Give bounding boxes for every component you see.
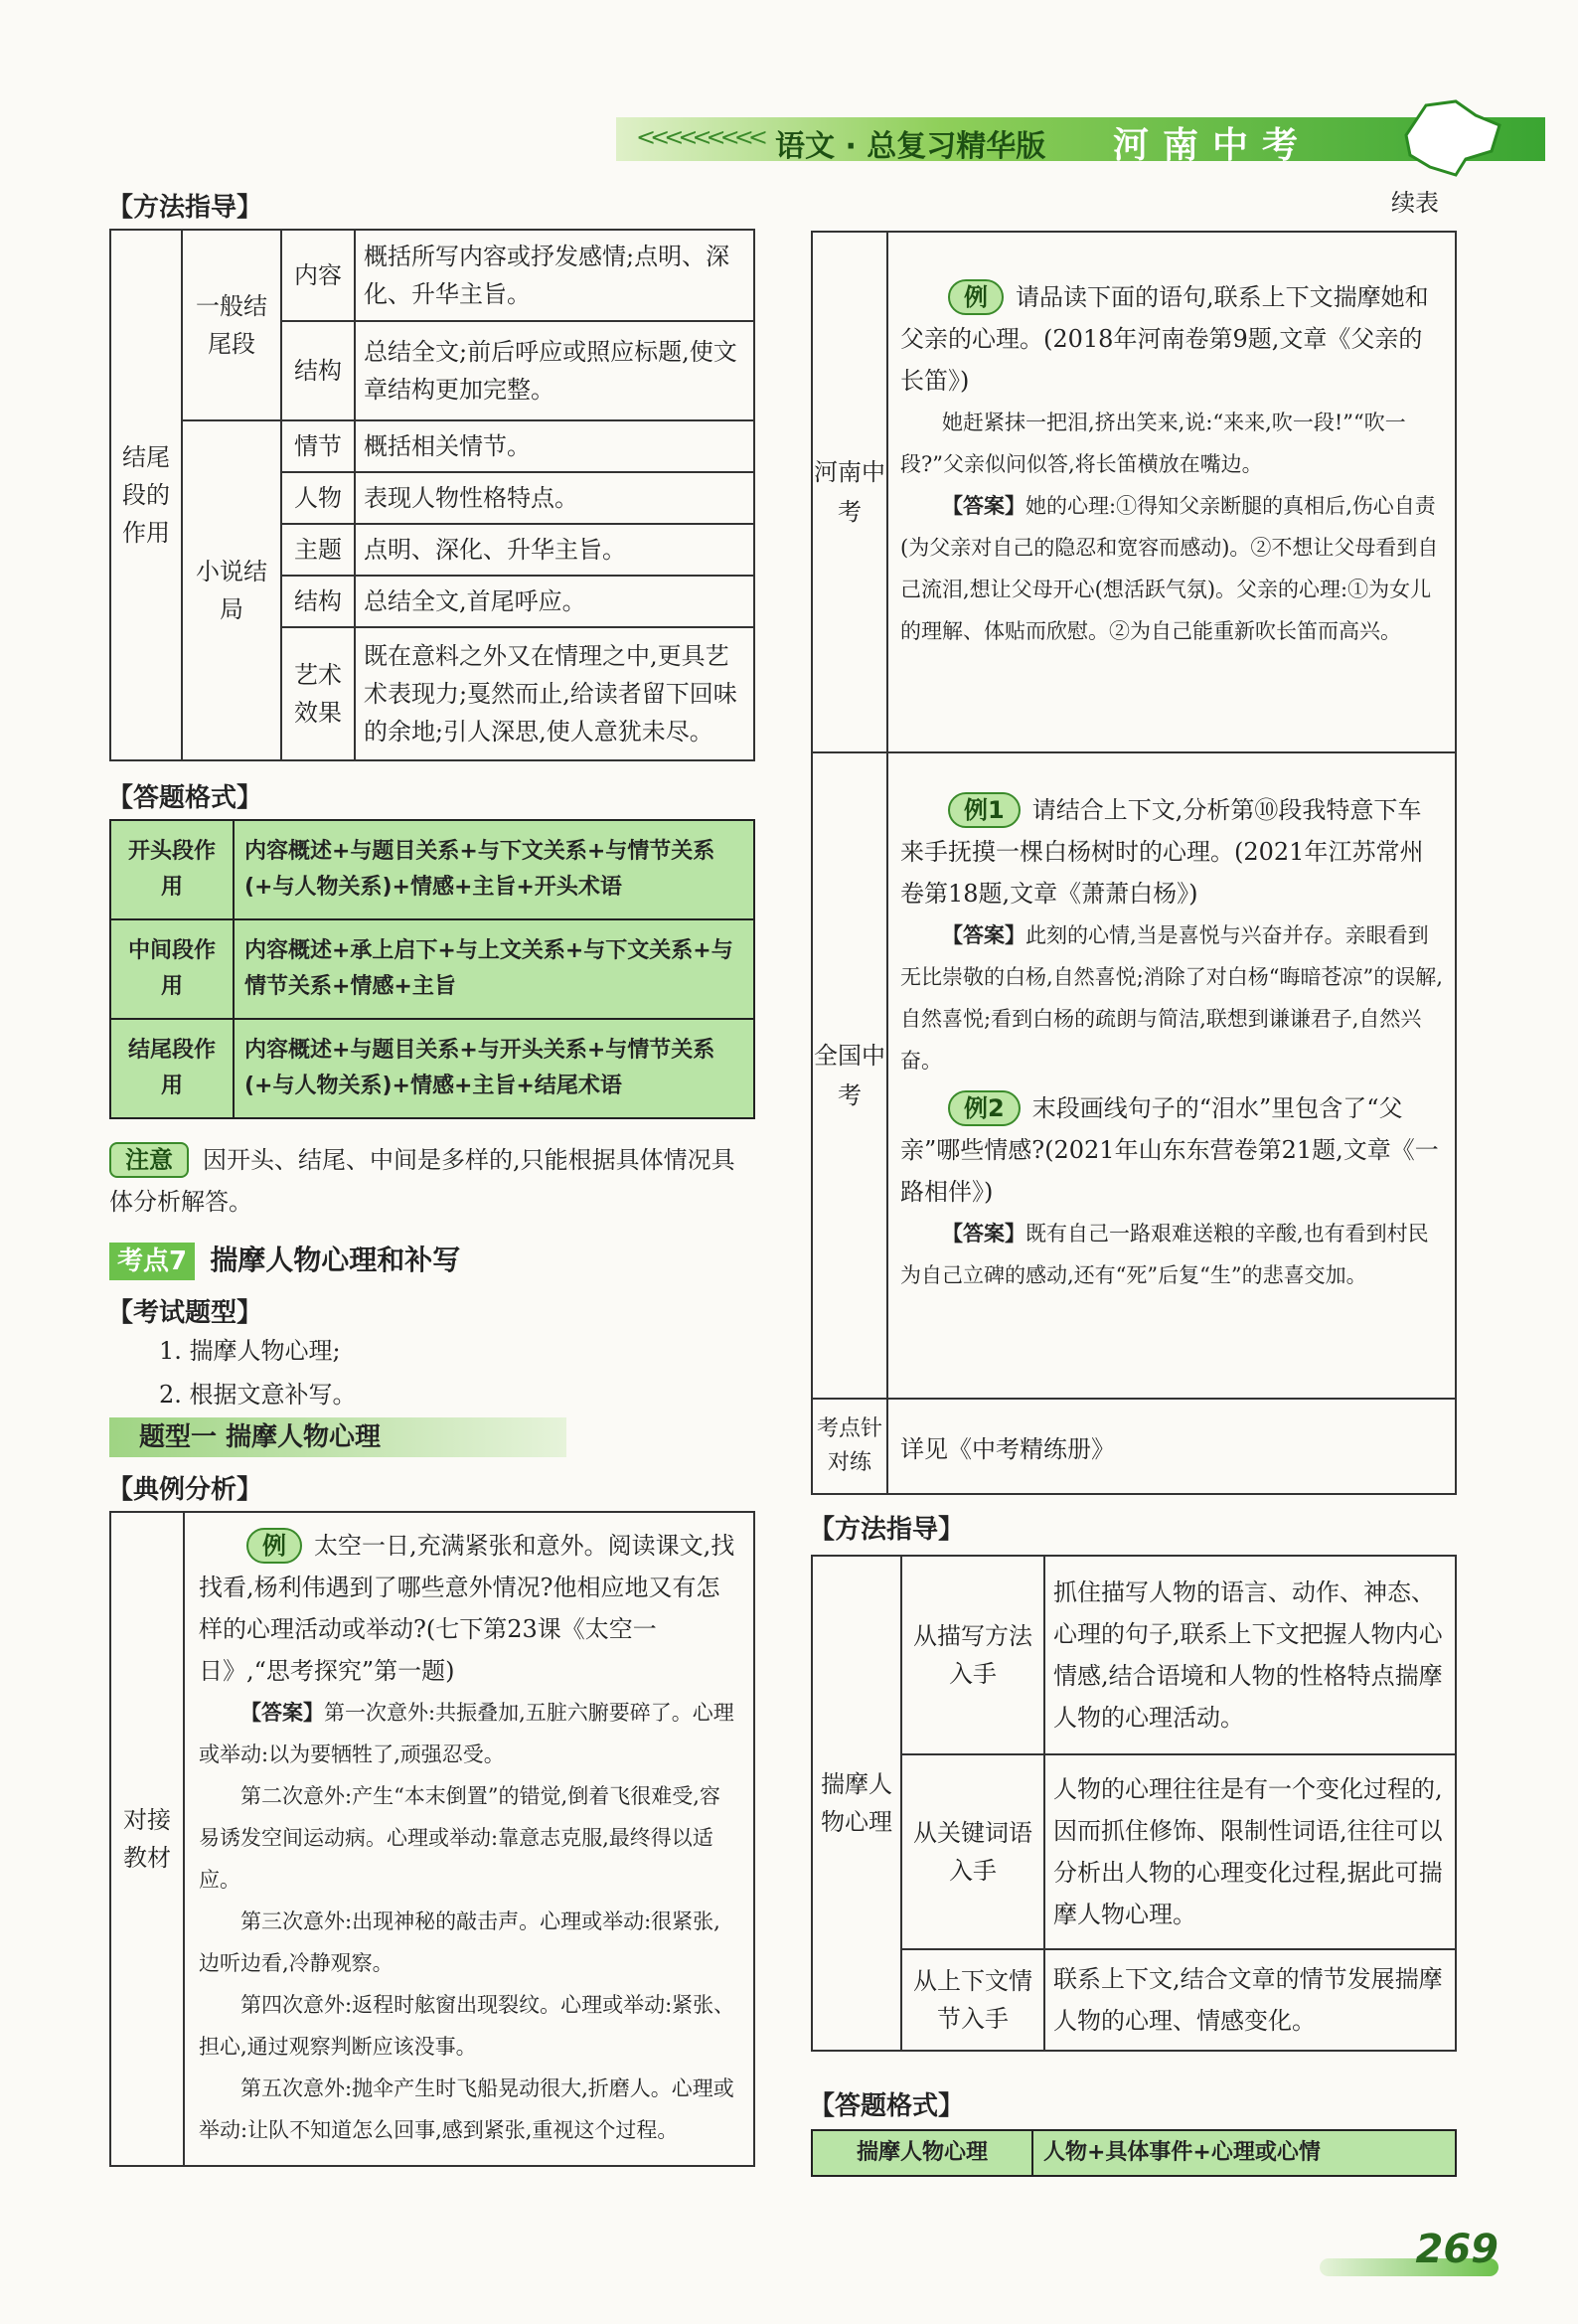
table-cell: 概括相关情节。 xyxy=(355,420,754,472)
question-text: 请品读下面的语句,联系上下文揣摩她和父亲的心理。(2018年河南卷第9题,文章《父亲的长笛》) xyxy=(900,283,1429,395)
answer-text: 第三次意外:出现神秘的敲击声。心理或举动:很紧张,边听边看,冷静观察。 xyxy=(199,1909,720,1975)
format-body: 内容概述+与题目关系+与开头关系+与情节关系(+与人物关系)+情感+主旨+结尾术语 xyxy=(234,1019,754,1118)
national-content xyxy=(887,752,1456,1399)
format-head: 开头段作用 xyxy=(110,820,234,919)
question-text: 末段画线句子的“泪水”里包含了“父亲”哪些情感?(2021年山东东营卷第21题,文章《一路相伴》) xyxy=(900,1094,1439,1206)
table-cell: 总结全文,首尾呼应。 xyxy=(355,576,754,627)
format-head: 揣摩人物心理 xyxy=(812,2130,1032,2176)
table-cell: 主题 xyxy=(281,524,355,576)
method-title-left: 【方法指导】 xyxy=(107,193,263,223)
question-text: 太空一日,充满紧张和意外。阅读课文,找找看,杨利伟遇到了哪些意外情况?他相应地又有怎样的心理活动或举动?(七下第23课《太空一日》,“思考探究”第一题) xyxy=(199,1532,735,1685)
method-title-right: 【方法指导】 xyxy=(809,1515,965,1545)
note-tag: 注意 xyxy=(109,1142,189,1178)
answer-text: 第五次意外:抛伞产生时飞船晃动很大,折磨人。心理或举动:让队不知道怎么回事,感到紧张,重视这个过程。 xyxy=(199,2076,734,2142)
henan-label: 河南中考 xyxy=(812,232,887,752)
typical-title: 【典例分析】 xyxy=(107,1475,263,1505)
novel-ending-label: 小说结局 xyxy=(182,420,281,760)
table-cell: 艺术效果 xyxy=(281,627,355,760)
table-cell: 人物的心理往往是有一个变化过程的,因而抓住修饰、限制性词语,往往可以分析出人物的心理变化过程,据此可揣摩人物心理。 xyxy=(1044,1754,1456,1949)
table-cell: 既在意料之外又在情理之中,更具艺术表现力;戛然而止,给读者留下回味的余地;引人深思,使人意犹未尽。 xyxy=(355,627,754,760)
answer-line xyxy=(900,914,1443,1081)
type-item-1: 1. 揣摩人物心理; xyxy=(159,1337,341,1365)
method-table-right xyxy=(811,1555,1457,2052)
format-body: 人物+具体事件+心理或心情 xyxy=(1032,2130,1456,2176)
table-cell: 概括所写内容或抒发感情;点明、深化、升华主旨。 xyxy=(355,230,754,321)
answer-text: 此刻的心情,当是喜悦与兴奋并存。亲眼看到无比崇敬的白杨,自然喜悦;消除了对白杨“晦暗苍凉”的误解,自然喜悦;看到白杨的疏朗与简洁,联想到谦谦君子,自然兴奋。 xyxy=(900,923,1443,1073)
example-tag: 例1 xyxy=(948,792,1021,828)
kaodian-title: 揣摩人物心理和补写 xyxy=(210,1244,461,1276)
quote-text: 她赶紧抹一把泪,挤出笑来,说:“来来,吹一段!”“吹一段?”父亲似问似答,将长笛横放在嘴边。 xyxy=(900,411,1406,476)
table-cell: 点明、深化、升华主旨。 xyxy=(355,524,754,576)
format-table xyxy=(109,819,755,1119)
table-cell: 抓住描写人物的语言、动作、神态、心理的句子,联系上下文把握人物内心情感,结合语境和人物的性格特点揣摩人物的心理活动。 xyxy=(1044,1556,1456,1754)
answer-line xyxy=(900,485,1443,652)
table-cell: 从上下文情节入手 xyxy=(901,1949,1044,2051)
exam-table xyxy=(811,231,1457,1495)
table-cell: 情节 xyxy=(281,420,355,472)
header-bar xyxy=(616,117,1545,166)
example-tag: 例 xyxy=(246,1528,302,1564)
answer-text: 第四次意外:返程时舷窗出现裂纹。心理或举动:紧张、担心,通过观察判断应该没事。 xyxy=(199,1993,735,2059)
henan-map-icon xyxy=(1396,95,1505,179)
answer-line xyxy=(900,1213,1443,1296)
kaodian-heading xyxy=(109,1239,460,1280)
ex1-question xyxy=(900,789,1443,914)
textbook-content xyxy=(184,1512,754,2166)
question-text: 请结合上下文,分析第⑩段我特意下车来手抚摸一棵白杨树时的心理。(2021年江苏常州卷第18题,文章《萧萧白杨》) xyxy=(900,796,1424,908)
page-number: 269 xyxy=(1415,2227,1499,2272)
example-tag: 例2 xyxy=(948,1090,1021,1126)
drill-text: 详见《中考精练册》 xyxy=(887,1399,1456,1494)
answer-text: 既有自己一路艰难送粮的辛酸,也有看到村民为自己立碑的感动,还有“死”后复“生”的悲喜交加。 xyxy=(900,1222,1429,1287)
textbook-label: 对接教材 xyxy=(110,1512,184,2166)
method-group-label: 揣摩人物心理 xyxy=(812,1556,901,2051)
continued-label: 续表 xyxy=(1391,189,1439,217)
answer-tag: 【答案】 xyxy=(942,494,1026,518)
type-bar: 题型一 揣摩人物心理 xyxy=(109,1417,566,1457)
henan-question xyxy=(900,276,1443,402)
answer-line xyxy=(199,1692,739,1775)
table-cell: 结构 xyxy=(281,321,355,420)
national-label: 全国中考 xyxy=(812,752,887,1399)
table-cell: 联系上下文,结合文章的情节发展揣摩人物的心理、情感变化。 xyxy=(1044,1949,1456,2051)
table-cell: 结构 xyxy=(281,576,355,627)
type-item-2: 2. 根据文意补写。 xyxy=(159,1381,357,1409)
answer-text: 她的心理:①得知父亲断腿的真相后,伤心自责(为父亲对自己的隐忍和宽容而感动)。②不想让父母看到自己流泪,想让父母开心(想活跃气氛)。父亲的心理:①为女儿的理解、体贴而欣慰。②为自己能重新吹长笛而高兴。 xyxy=(900,494,1439,643)
table-cell: 从关键词语入手 xyxy=(901,1754,1044,1949)
answer-tag: 【答案】 xyxy=(942,1222,1026,1245)
answer-tag: 【答案】 xyxy=(240,1701,324,1725)
header-arrows: <<<<<<<<< xyxy=(636,123,762,151)
header-brand: 河南中考 xyxy=(1113,125,1313,166)
answer-tag: 【答案】 xyxy=(942,923,1026,947)
textbook-question xyxy=(199,1525,739,1692)
format-title-right: 【答题格式】 xyxy=(809,2091,965,2121)
format-head: 结尾段作用 xyxy=(110,1019,234,1118)
table-cell: 内容 xyxy=(281,230,355,321)
header-subject: 语文 · 总复习精华版 xyxy=(775,129,1046,164)
table-cell: 总结全文;前后呼应或照应标题,使文章结构更加完整。 xyxy=(355,321,754,420)
format-body: 内容概述+与题目关系+与下文关系+与情节关系(+与人物关系)+情感+主旨+开头术语 xyxy=(234,820,754,919)
answer-text: 第二次意外:产生“本末倒置”的错觉,倒着飞很难受,容易诱发空间运动病。心理或举动:靠意志克服,最终得以适应。 xyxy=(199,1784,720,1892)
table-cell: 表现人物性格特点。 xyxy=(355,472,754,524)
note-paragraph xyxy=(109,1139,755,1223)
henan-content xyxy=(887,232,1456,752)
general-ending-label: 一般结尾段 xyxy=(182,230,281,420)
format-title-left: 【答题格式】 xyxy=(107,783,263,813)
table-cell: 人物 xyxy=(281,472,355,524)
format-body: 内容概述+承上启下+与上文关系+与下文关系+与情节关系+情感+主旨 xyxy=(234,919,754,1019)
format-table-right xyxy=(811,2129,1457,2177)
ending-group-label: 结尾段的作用 xyxy=(110,230,182,760)
note-text: 因开头、结尾、中间是多样的,只能根据具体情况具体分析解答。 xyxy=(109,1146,735,1216)
example-tag: 例 xyxy=(948,279,1004,315)
format-head: 中间段作用 xyxy=(110,919,234,1019)
kaodian-tag: 考点7 xyxy=(109,1243,195,1280)
table-cell: 从描写方法入手 xyxy=(901,1556,1044,1754)
ending-table xyxy=(109,229,755,761)
answer-text: 第一次意外:共振叠加,五脏六腑要碎了。心理或举动:以为要牺牲了,顽强忍受。 xyxy=(199,1701,734,1766)
drill-label: 考点针对练 xyxy=(812,1399,887,1494)
textbook-table xyxy=(109,1511,755,2167)
type-title: 【考试题型】 xyxy=(107,1298,263,1328)
ex2-question xyxy=(900,1087,1443,1213)
